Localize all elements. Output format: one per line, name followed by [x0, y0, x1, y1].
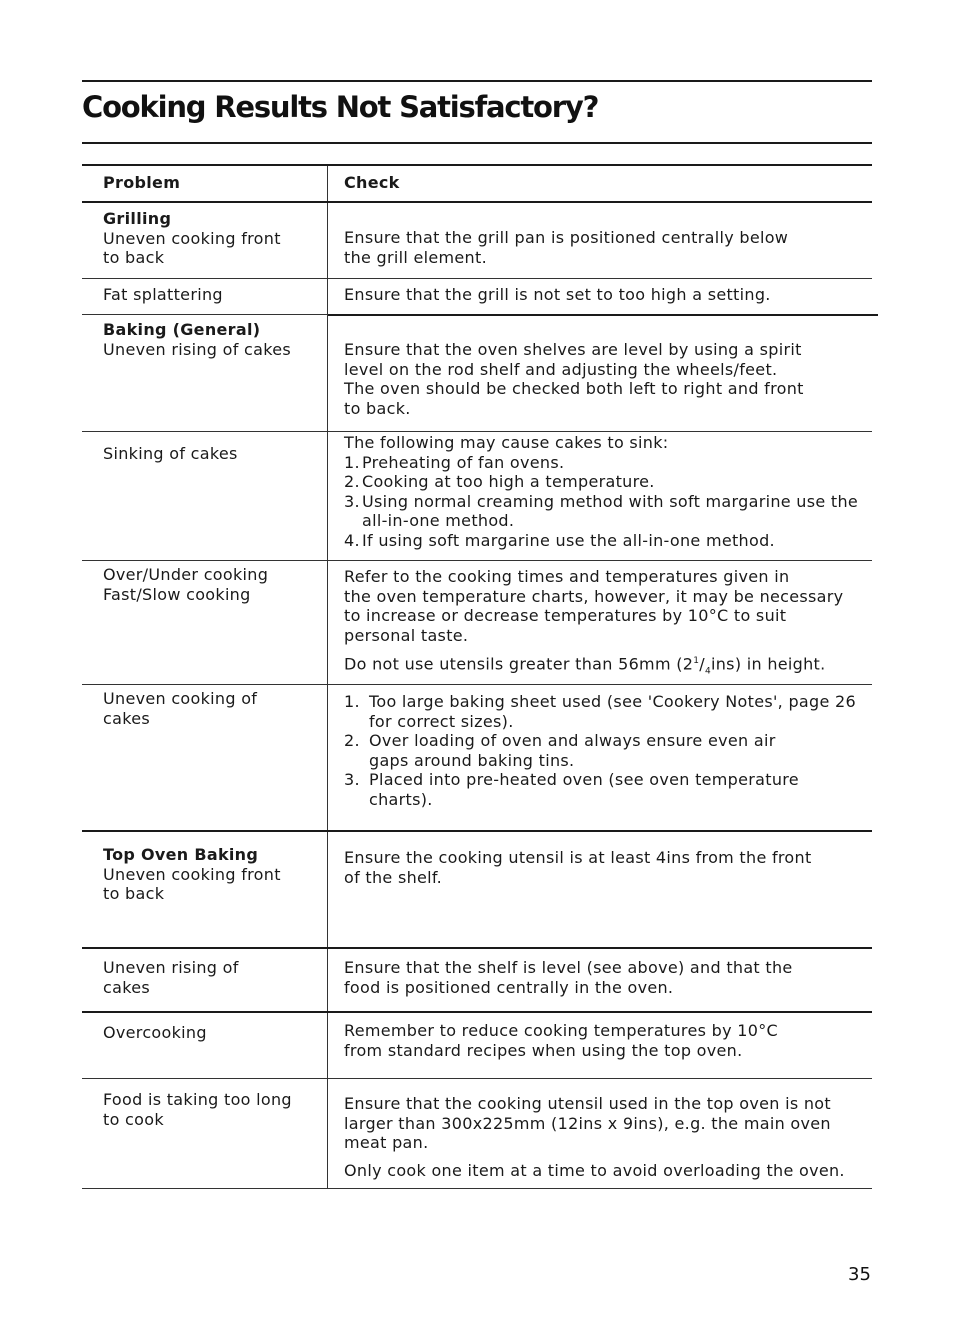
list-item: 3. Using normal creaming method with soft margarine use the all-in-one method. — [344, 491, 859, 530]
problem-cell: Sinking of cakes — [103, 444, 238, 463]
check-cell: Refer to the cooking times and temperatures given in the oven temperature charts, however, it may be necessary to increase or decrease temperatures by 10°C to suit personal taste. Do not use utensils greater than 56mm $(2^1/_4ins)$ in height. — [344, 567, 844, 677]
list-item: 1. Preheating of fan ovens. — [344, 452, 565, 472]
table-row-grilling-uneven — [82, 203, 872, 279]
list-item: 4. If using soft margarine use the all-in-one method. — [344, 530, 775, 550]
section-heading-top-oven: Top Oven Baking — [103, 845, 259, 864]
table-row-baking-uneven — [82, 685, 872, 832]
header-check: Check — [344, 173, 400, 192]
problem-cell: Food is taking too long to cook — [103, 1090, 292, 1129]
title-bottom-rule — [82, 142, 872, 144]
check-cell: Remember to reduce cooking temperatures by 10°C from standard recipes when using the top oven. — [344, 1021, 778, 1060]
title-top-rule — [82, 80, 872, 82]
problem-cell: Uneven rising of cakes — [103, 958, 239, 997]
check-cell — [344, 692, 884, 809]
page-title: Cooking Results Not Satisfactory? — [82, 90, 599, 124]
check-cell: Ensure that the grill pan is positioned centrally below the grill element. — [344, 228, 789, 267]
table-row-baking-rising — [82, 315, 872, 432]
check-cell: The following may cause cakes to sink: 1. Preheating of fan ovens. 2. Cooking at too high a temperature. 3. Using normal creaming method with soft margarine use the all-in-one method. 4. If using soft margarine use the all-in-one method. — [344, 433, 884, 550]
list-item: 2. Cooking at too high a temperature. — [344, 472, 655, 491]
list-item: 2. Over loading of oven and always ensure even air gaps around baking tins. — [344, 731, 776, 770]
list-item: 3. Placed into pre-heated oven (see oven temperature charts). — [344, 770, 799, 809]
page-number: 35 — [848, 1264, 871, 1285]
section-heading-baking: Baking (General) — [103, 320, 261, 339]
table-row-baking-overunder — [82, 561, 872, 685]
troubleshooting-table — [82, 164, 872, 1189]
problem-cell: Overcooking — [103, 1023, 207, 1042]
table-row-topoven-uneven — [82, 832, 872, 949]
check-cell: Ensure that the oven shelves are level by using a spirit level on the rod shelf and adjusting the wheels/feet. The oven should be checked both left to right and front to back. — [344, 340, 804, 418]
table-row-topoven-rising — [82, 949, 872, 1013]
check-cell: Ensure the cooking utensil is at least 4ins from the front of the shelf. — [344, 848, 812, 887]
problem-cell: Top Oven Baking Uneven cooking front to back — [103, 845, 318, 904]
problem-cell: Baking (General) Uneven rising of cakes — [103, 320, 318, 359]
check-cell: Ensure that the grill is not set to too high a setting. — [344, 285, 771, 304]
problem-cell: Grilling Uneven cooking front to back — [103, 209, 318, 268]
table-header-row — [82, 164, 872, 203]
problem-cell: Fat splattering — [103, 285, 223, 304]
check-cell: Ensure that the cooking utensil used in the top oven is not larger than 300x225mm (12ins x 9ins), e.g. the main oven meat pan. Only cook one item at a time to avoid overloading the oven. — [344, 1094, 845, 1180]
table-row-grilling-fat — [82, 279, 872, 315]
header-problem: Problem — [103, 173, 181, 192]
table-row-topoven-overcooking — [82, 1013, 872, 1079]
table-row-baking-sinking — [82, 432, 872, 561]
table-row-topoven-toolong — [82, 1079, 872, 1189]
list-item: 1. Too large baking sheet used (see 'Cookery Notes', page 26 for correct sizes). — [344, 692, 856, 731]
check-cell: Ensure that the shelf is level (see above) and that the food is positioned centrally in the oven. — [344, 958, 793, 997]
problem-cell: Uneven cooking of cakes — [103, 689, 258, 728]
problem-cell: Over/Under cooking Fast/Slow cooking — [103, 565, 269, 604]
section-heading-grilling: Grilling — [103, 209, 172, 228]
